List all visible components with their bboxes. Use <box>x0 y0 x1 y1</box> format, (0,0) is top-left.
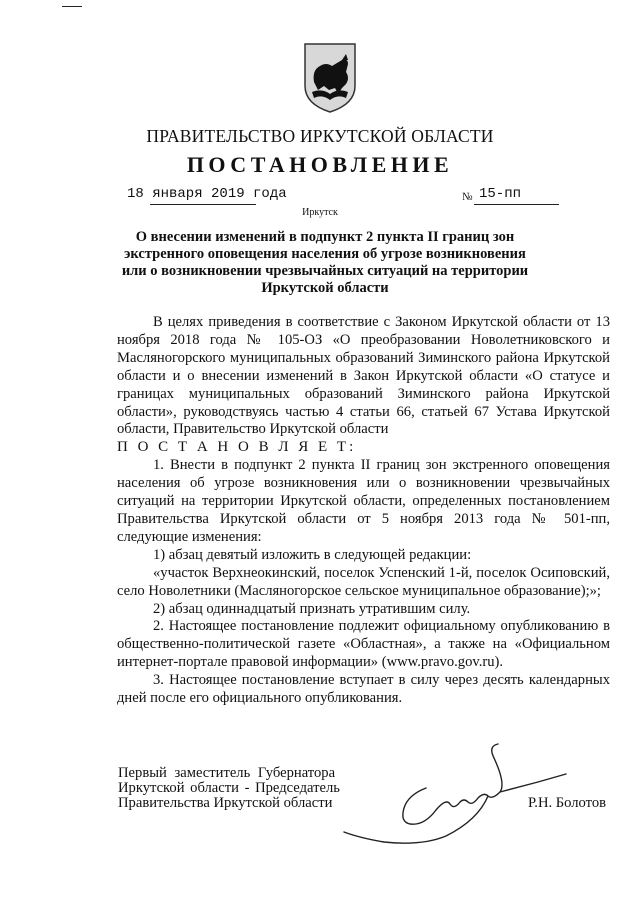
item-1-1: 1) абзац девятый изложить в следующей редакции: <box>153 546 472 563</box>
document-type: ПОСТАНОВЛЕНИЕ <box>186 152 454 177</box>
signer-position-line3: Правительства Иркутской области <box>118 795 333 811</box>
document-title: О внесении изменений в подпункт 2 пункта II границ зон экстренного оповещения населения об угрозе возникновения или о возникновении чрезвычайных ситуаций на территории Иркутской области <box>121 229 529 296</box>
document-body <box>117 314 610 708</box>
signer-position-line1: Первый заместитель Губернатора <box>118 765 336 781</box>
signer-position-line2: Иркутской области - Председатель <box>118 780 340 796</box>
date-underline <box>150 204 256 205</box>
document-date: 18 января 2019 года <box>127 186 287 202</box>
decree-word: П О С Т А Н О В Л Я Е Т: <box>117 439 357 456</box>
number-underline <box>474 204 559 205</box>
item-1-2: 2) абзац одиннадцатый признать утратившим силу. <box>153 600 471 617</box>
government-name: ПРАВИТЕЛЬСТВО ИРКУТСКОЙ ОБЛАСТИ <box>146 126 494 146</box>
document-number: 15-пп <box>479 186 522 202</box>
item-2: 2. Настоящее постановление подлежит официальному опубликованию в общественно-политической газете «Областная», а также на «Официальном интернет-портале правовой информации» (www.pravo.gov.ru). <box>117 618 610 671</box>
preamble: В целях приведения в соответствие с Законом Иркутской области от 13 ноября 2018 года № 105-ОЗ «О преобразовании Новолетниковского и Масляногорского муниципальных образований Зиминского района Иркутской области и о внесении изменений в Закон Иркутской области «О статусе и границах муниципальных образований Зиминского района Иркутской области», руководствуясь частью 4 статьи 66, статьей 67 Устава Иркутской области, Правительство Иркутской области <box>117 314 610 438</box>
item-1-1-quote: «участок Верхнеокинский, поселок Успенский 1-й, поселок Осиповский, село Новолетники (Масляногорское сельское муниципальное образование);»; <box>117 564 610 599</box>
coat-of-arms-icon <box>302 42 358 114</box>
signer-name: Р.Н. Болотов <box>528 795 607 811</box>
scan-mark <box>62 6 82 7</box>
item-3: 3. Настоящее постановление вступает в силу через десять календарных дней после его официального опубликования. <box>117 672 610 707</box>
item-1: 1. Внести в подпункт 2 пункта II границ зон экстренного оповещения населения об угрозе возникновения или о возникновении чрезвычайных ситуаций на территории Иркутской области, определенных постановлением Правительства Иркутской области от 5 ноября 2013 года № 501-пп, следующие изменения: <box>117 457 610 545</box>
document-city: Иркутск <box>302 207 338 218</box>
number-sign: № <box>462 191 473 203</box>
